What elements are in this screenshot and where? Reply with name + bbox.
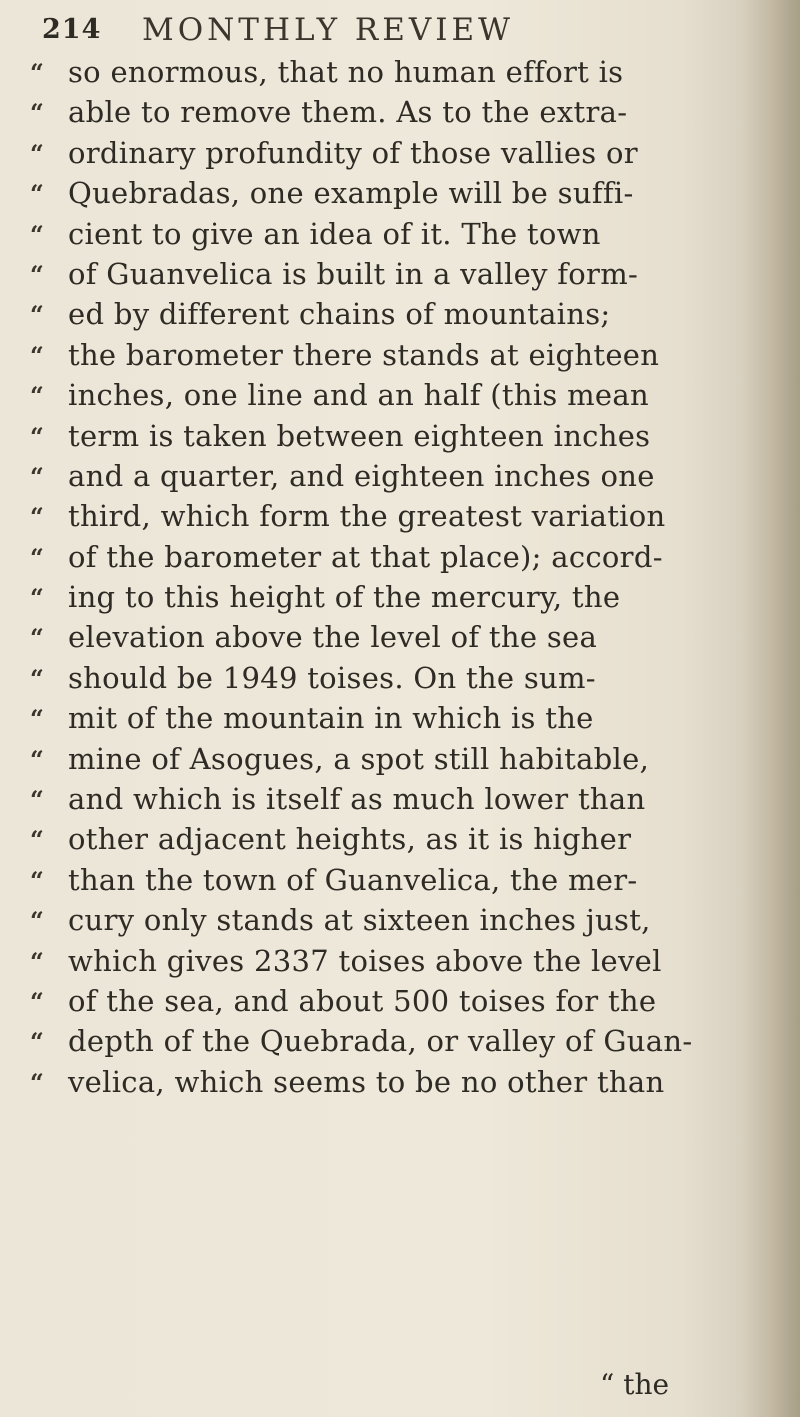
line-text: cient to give an idea of it. The town bbox=[68, 216, 601, 251]
catchword: “ the bbox=[600, 1368, 670, 1401]
line-text: able to remove them. As to the extra- bbox=[68, 95, 628, 130]
line-text: mit of the mountain in which is the bbox=[68, 701, 594, 736]
text-line bbox=[30, 700, 750, 740]
line-text: ing to this height of the mercury, the bbox=[68, 580, 621, 615]
quote-mark: “ bbox=[30, 542, 44, 572]
line-text: the barometer there stands at eighteen bbox=[68, 337, 660, 372]
line-text: of Guanvelica is built in a valley form- bbox=[68, 256, 639, 291]
quote-mark: “ bbox=[30, 946, 44, 976]
quote-mark: “ bbox=[30, 865, 44, 895]
quote-mark: “ bbox=[30, 1067, 44, 1097]
line-text: Quebradas, one example will be suffi- bbox=[68, 176, 634, 211]
quote-mark: “ bbox=[30, 461, 44, 491]
line-text: third, which form the greatest variation bbox=[68, 499, 666, 534]
text-line bbox=[30, 943, 750, 983]
text-line bbox=[30, 216, 750, 256]
quote-mark: “ bbox=[30, 1027, 44, 1057]
quote-mark: “ bbox=[30, 179, 44, 209]
line-text: and which is itself as much lower than bbox=[68, 782, 646, 817]
quote-mark: “ bbox=[30, 623, 44, 653]
quote-mark: “ bbox=[30, 219, 44, 249]
text-line bbox=[30, 821, 750, 861]
text-line bbox=[30, 660, 750, 700]
quote-mark: “ bbox=[30, 421, 44, 451]
text-line bbox=[30, 54, 750, 94]
line-text: so enormous, that no human effort is bbox=[68, 55, 624, 89]
line-text: elevation above the level of the sea bbox=[68, 620, 598, 655]
text-line bbox=[30, 781, 750, 821]
page-header bbox=[42, 10, 742, 50]
page-number: 214 bbox=[42, 14, 102, 45]
line-text: cury only stands at sixteen inches just, bbox=[68, 903, 651, 938]
text-line bbox=[30, 1064, 750, 1104]
line-text: of the sea, and about 500 toises for the bbox=[68, 983, 657, 1018]
text-line bbox=[30, 902, 750, 942]
running-head: MONTHLY REVIEW bbox=[142, 12, 515, 48]
line-text: should be 1949 toises. On the sum- bbox=[68, 660, 596, 695]
quote-mark: “ bbox=[30, 98, 44, 128]
text-line bbox=[30, 337, 750, 377]
line-text: term is taken between eighteen inches bbox=[68, 418, 651, 453]
text-line bbox=[30, 94, 750, 134]
quote-mark: “ bbox=[30, 138, 44, 168]
quote-mark: “ bbox=[30, 744, 44, 774]
text-line bbox=[30, 498, 750, 538]
line-text: velica, which seems to be no other than bbox=[68, 1064, 665, 1099]
line-text: depth of the Quebrada, or valley of Guan- bbox=[68, 1024, 693, 1059]
text-line bbox=[30, 256, 750, 296]
quote-mark: “ bbox=[30, 58, 44, 87]
text-line bbox=[30, 539, 750, 579]
quote-mark: “ bbox=[30, 704, 44, 734]
text-line bbox=[30, 175, 750, 215]
text-line bbox=[30, 983, 750, 1023]
text-line bbox=[30, 741, 750, 781]
text-line bbox=[30, 862, 750, 902]
line-text: and a quarter, and eighteen inches one bbox=[68, 458, 655, 493]
line-text: mine of Asogues, a spot still habitable, bbox=[68, 741, 650, 776]
line-text: other adjacent heights, as it is higher bbox=[68, 822, 632, 857]
quote-mark: “ bbox=[30, 663, 44, 693]
line-text: inches, one line and an half (this mean bbox=[68, 378, 649, 413]
text-line bbox=[30, 1023, 750, 1063]
quote-mark: “ bbox=[30, 300, 44, 330]
quote-mark: “ bbox=[30, 583, 44, 613]
quote-mark: “ bbox=[30, 340, 44, 370]
text-line bbox=[30, 619, 750, 659]
page-edge-shadow bbox=[742, 0, 800, 1417]
text-line bbox=[30, 418, 750, 458]
text-line bbox=[30, 458, 750, 498]
quote-mark: “ bbox=[30, 381, 44, 411]
quote-mark: “ bbox=[30, 785, 44, 815]
quote-mark: “ bbox=[30, 825, 44, 855]
text-line bbox=[30, 579, 750, 619]
quote-mark: “ bbox=[30, 906, 44, 936]
line-text: than the town of Guanvelica, the mer- bbox=[68, 862, 638, 897]
line-text: which gives 2337 toises above the level bbox=[68, 943, 662, 978]
line-text: ordinary profundity of those vallies or bbox=[68, 135, 638, 170]
text-line bbox=[30, 296, 750, 336]
body-text bbox=[30, 54, 750, 1104]
text-line bbox=[30, 377, 750, 417]
quote-mark: “ bbox=[30, 259, 44, 289]
quote-mark: “ bbox=[30, 986, 44, 1016]
line-text: ed by different chains of mountains; bbox=[68, 297, 611, 332]
line-text: of the barometer at that place); accord- bbox=[68, 539, 663, 574]
text-line bbox=[30, 135, 750, 175]
quote-mark: “ bbox=[30, 502, 44, 532]
